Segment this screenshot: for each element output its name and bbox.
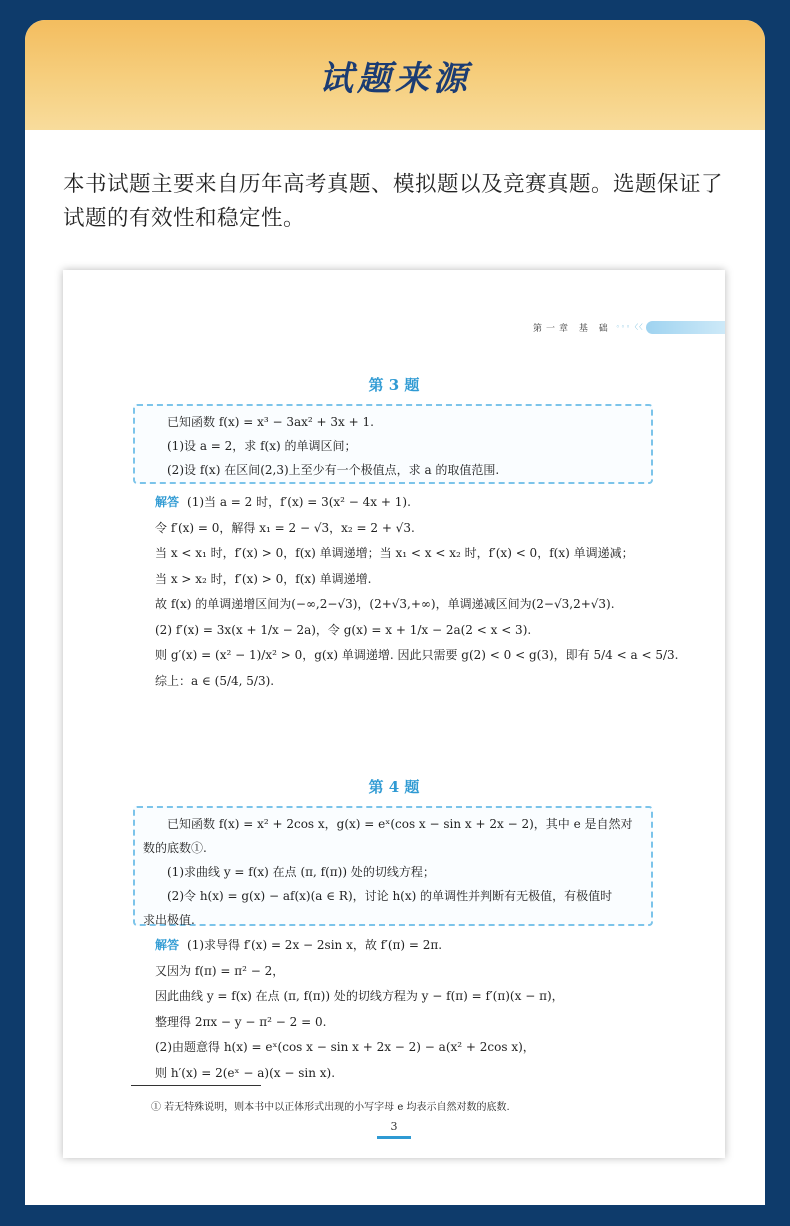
problem-line: (2)令 h(x) = g(x) − af(x)(a ∈ R)，讨论 h(x) 的单调性并判断有无极值，有极值时 bbox=[167, 889, 613, 903]
problem-3-statement bbox=[133, 404, 653, 484]
problem-4-title: 第 4 题 bbox=[368, 778, 420, 796]
page-number-bar bbox=[377, 1136, 411, 1139]
book-page bbox=[63, 270, 725, 1158]
solution-line: 解答 (1)当 a = 2 时，f′(x) = 3(x² − 4x + 1). bbox=[155, 495, 411, 509]
problem-4-solution bbox=[155, 933, 695, 1086]
intro-text: 本书试题主要来自历年高考真题、模拟题以及竞赛真题。选题保证了试题的有效性和稳定性。 bbox=[63, 172, 724, 231]
content-card bbox=[25, 20, 765, 1205]
running-head-text: 第一章 基 础 bbox=[533, 323, 612, 334]
page-number: 3 bbox=[390, 1120, 398, 1133]
solution-line: 故 f(x) 的单调递增区间为(−∞,2−√3)，(2+√3,+∞)，单调递减区间为(2−√3,2+√3). bbox=[155, 597, 615, 611]
solution-line: (2) f′(x) = 3x(x + 1/x − 2a)，令 g(x) = x + 1/x − 2a(2 < x < 3). bbox=[155, 622, 532, 637]
problem-line: 求出极值. bbox=[143, 913, 195, 927]
problem-3-title: 第 3 题 bbox=[368, 376, 420, 394]
solution-line: 解答 (1)求导得 f′(x) = 2x − 2sin x，故 f′(π) = 2π. bbox=[155, 938, 443, 952]
running-head bbox=[533, 320, 725, 334]
problem-line: 数的底数①. bbox=[143, 841, 207, 855]
solution-line: 整理得 2πx − y − π² − 2 = 0. bbox=[155, 1014, 327, 1029]
problem-line: (1)设 a = 2，求 f(x) 的单调区间； bbox=[167, 439, 357, 453]
running-head-bar bbox=[646, 321, 725, 334]
problem-line: (2)设 f(x) 在区间(2,3)上至少有一个极值点，求 a 的取值范围. bbox=[167, 463, 500, 477]
problem-4-statement bbox=[133, 806, 653, 926]
solution-line: 则 g′(x) = (x² − 1)/x² > 0，g(x) 单调递增. 因此只需要 g(2) < 0 < g(3)，即有 5/4 < a < 5/3. bbox=[155, 648, 679, 662]
solution-label: 解答 bbox=[155, 495, 180, 509]
footnote-rule bbox=[131, 1085, 261, 1086]
banner-title: 试题来源 bbox=[319, 58, 471, 99]
title-banner bbox=[25, 20, 765, 130]
solution-label: 解答 bbox=[155, 938, 180, 952]
problem-line: (1)求曲线 y = f(x) 在点 (π, f(π)) 处的切线方程； bbox=[167, 865, 435, 879]
solution-line: 则 h′(x) = 2(eˣ − a)(x − sin x). bbox=[155, 1065, 336, 1080]
solution-line: (2)由题意得 h(x) = eˣ(cos x − sin x + 2x − 2) − a(x² + 2cos x)， bbox=[155, 1040, 535, 1054]
solution-line: 综上：a ∈ (5/4, 5/3). bbox=[155, 673, 275, 688]
solution-line: 当 x > x₂ 时，f′(x) > 0，f(x) 单调递增. bbox=[155, 571, 372, 586]
running-head-ornament: ◦◦◦〈〈 bbox=[615, 323, 644, 331]
problem-line: 已知函数 f(x) = x² + 2cos x，g(x) = eˣ(cos x − sin x + 2x − 2)，其中 e 是自然对 bbox=[167, 817, 633, 831]
solution-line: 又因为 f(π) = π² − 2， bbox=[155, 963, 285, 978]
problem-3-solution bbox=[155, 490, 695, 694]
solution-line: 令 f′(x) = 0，解得 x₁ = 2 − √3，x₂ = 2 + √3. bbox=[155, 520, 415, 535]
problem-line: 已知函数 f(x) = x³ − 3ax² + 3x + 1. bbox=[167, 415, 374, 429]
solution-line: 因此曲线 y = f(x) 在点 (π, f(π)) 处的切线方程为 y − f(π) = f′(π)(x − π)， bbox=[155, 989, 564, 1003]
solution-line: 当 x < x₁ 时，f′(x) > 0，f(x) 单调递增；当 x₁ < x < x₂ 时，f′(x) < 0，f(x) 单调递减； bbox=[155, 546, 634, 560]
footnote: ① 若无特殊说明，则本书中以正体形式出现的小写字母 e 均表示自然对数的底数. bbox=[151, 1102, 510, 1113]
